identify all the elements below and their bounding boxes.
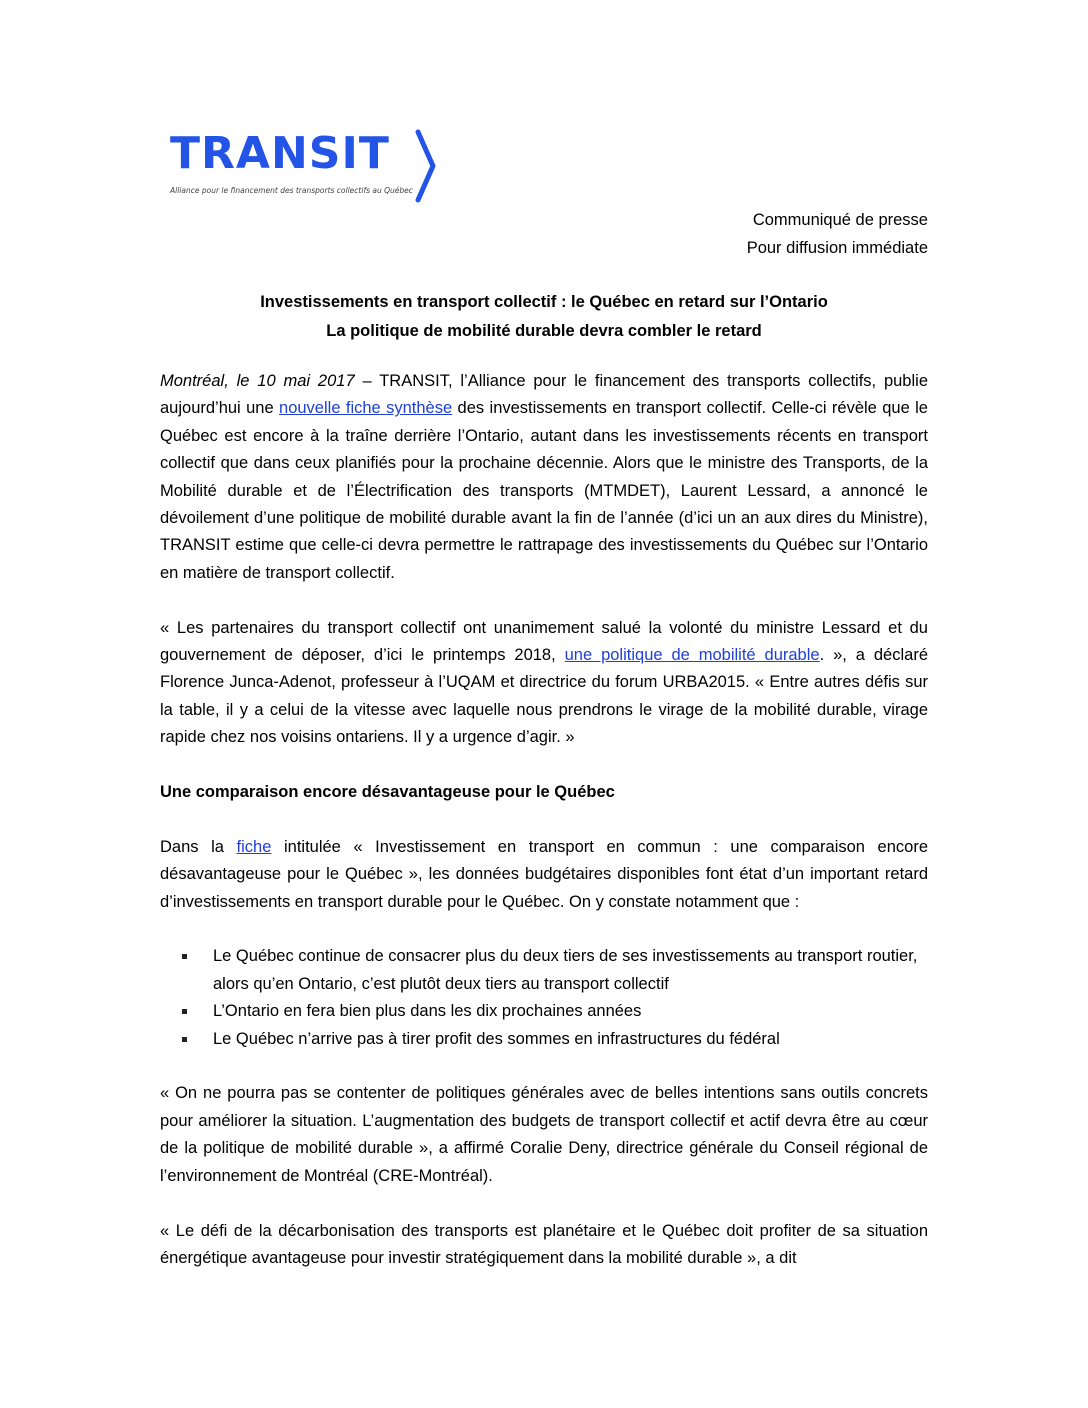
chevron-right-icon: [414, 128, 438, 204]
list-item-text: Le Québec n’arrive pas à tirer profit des sommes en infrastructures du fédéral: [213, 1029, 780, 1048]
intro-text-a: TRANSIT, l’Alliance pour le financement des transports collectifs, publie aujourd’hui une: [160, 372, 928, 418]
headline-title: Investissements en transport collectif : le Québec en retard sur l’Ontario: [260, 293, 828, 311]
section-heading: Une comparaison encore désavantageuse pour le Québec: [160, 783, 615, 802]
comparison-paragraph: [160, 834, 928, 916]
square-bullet-icon: [182, 954, 187, 959]
headline-subtitle: La politique de mobilité durable devra combler le retard: [326, 322, 762, 340]
logo-tagline: Alliance pour le financement des transports collectifs au Québec: [170, 186, 413, 195]
dateline-dash: –: [354, 372, 380, 390]
list-item: [160, 998, 928, 1025]
dateline: Montréal, le 10 mai 2017: [160, 372, 355, 390]
list-item: [160, 1026, 928, 1053]
quote-paragraph-deny: « On ne pourra pas se contenter de politiques générales avec de belles intentions sans outils concrets pour améliorer la situation. L’augmentation des budgets de transport collectif et actif devra être au cœur de la politique de mobilité durable », a affirmé Coralie Deny, directrice générale du Conseil régional de l’environnement de Montréal (CRE-Montréal).: [160, 1084, 928, 1185]
findings-list: [160, 943, 928, 1053]
quote-text-a: « Les partenaires du transport collectif ont unanimement salué la volonté du ministre Lessard et du gouvernement de déposer, d’ici le printemps 2018,: [160, 618, 928, 665]
transit-logo: [170, 128, 440, 208]
quote-paragraph-decarbonisation: « Le défi de la décarbonisation des transports est planétaire et le Québec doit profiter de sa situation énergétique avantageuse pour investir stratégiquement dans la mobilité durable », a dit: [160, 1221, 928, 1267]
article-body: [160, 368, 928, 1300]
quote-paragraph-junca-adenot: [160, 615, 928, 752]
square-bullet-icon: [182, 1009, 187, 1014]
intro-paragraph: [160, 368, 928, 587]
list-item-text: Le Québec continue de consacrer plus du deux tiers de ses investissements au transport routier, alors qu’en Ontario, c’est plutôt deux tiers au transport collectif: [213, 947, 918, 993]
release-timing-label: Pour diffusion immédiate: [746, 239, 928, 257]
press-release-label: Communiqué de presse: [752, 211, 928, 229]
list-item-text: L’Ontario en fera bien plus dans les dix prochaines années: [213, 1002, 642, 1021]
quote-text-b: . », a déclaré Florence Junca-Adenot, professeur à l’UQAM et directrice du forum URBA2015. « Entre autres défis sur la table, il y a celui de la vitesse avec laquelle nous prendrons le virage de la mobilité durable, virage rapide chez nos voisins ontariens. Il y a urgence d’agir. »: [160, 646, 928, 747]
fiche-link[interactable]: fiche: [236, 837, 272, 856]
intro-text-b: des investissements en transport collectif. Celle-ci révèle que le Québec est encore à la traîne derrière l’Ontario, autant dans les investissements récents en transport collectif que dans ceux planifiés pour la prochaine décennie. Alors que le ministre des Transports, de la Mobilité durable et de l’Électrification des transports (MTMDET), Laurent Lessard, a annoncé le dévoilement d’une politique de mobilité durable avant la fin de l’année (d’ici un an aux dires du Ministre), TRANSIT estime que celle-ci devra permettre le rattrapage des investissements du Québec sur l’Ontario en matière de transport collectif.: [160, 399, 928, 582]
headline: [160, 288, 928, 346]
synthesis-sheet-link[interactable]: nouvelle fiche synthèse: [279, 399, 453, 418]
comparison-text-a: Dans la: [160, 837, 237, 856]
press-release-meta: [747, 206, 928, 262]
list-item: [160, 943, 928, 998]
mobility-policy-link[interactable]: une politique de mobilité durable: [564, 646, 820, 665]
square-bullet-icon: [182, 1037, 187, 1042]
logo-wordmark: TRANSIT: [170, 128, 390, 179]
comparison-text-b: intitulée « Investissement en transport en commun : une comparaison encore désavantageuse pour le Québec », les données budgétaires disponibles font état d’un important retard d’investissements en transport durable pour le Québec. On y constate notamment que :: [160, 837, 929, 911]
